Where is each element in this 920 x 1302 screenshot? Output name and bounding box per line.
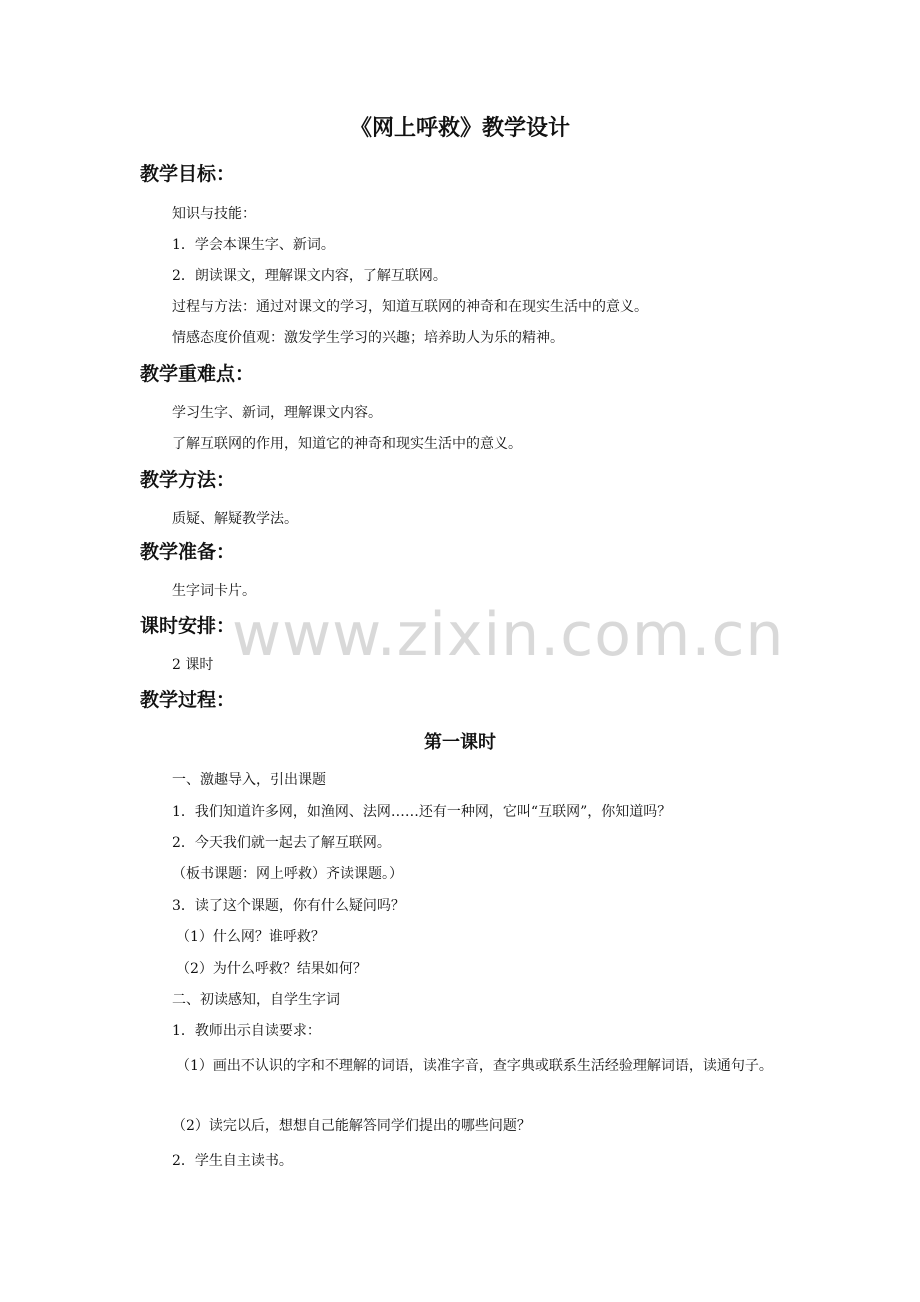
- paragraph: （1）什么网？谁呼救？: [176, 929, 325, 945]
- paragraph: 一、激趣导入，引出课题: [172, 772, 326, 788]
- paragraph: 1．教师出示自读要求：: [172, 1023, 321, 1039]
- paragraph: 了解互联网的作用，知道它的神奇和现实生活中的意义。: [172, 436, 522, 452]
- paragraph: 过程与方法：通过对课文的学习，知道互联网的神奇和在现实生活中的意义。: [172, 299, 648, 315]
- paragraph: 3．读了这个课题，你有什么疑问吗？: [172, 898, 405, 914]
- paragraph: 二、初读感知，自学生字词: [172, 992, 340, 1008]
- section-heading-goals: 教学目标：: [140, 163, 236, 185]
- section-heading-methods: 教学方法：: [140, 469, 236, 491]
- paragraph: （板书课题：网上呼救）齐读课题。）: [172, 866, 403, 882]
- section-heading-process: 教学过程：: [140, 689, 236, 711]
- paragraph: 1．我们知道许多网，如渔网、法网……还有一种网，它叫“互联网”，你知道吗？: [172, 804, 672, 820]
- paragraph: 知识与技能：: [172, 206, 256, 222]
- section-heading-preparation: 教学准备：: [140, 541, 236, 563]
- section-heading-key-points: 教学重难点：: [140, 363, 255, 385]
- paragraph: 2．今天我们就一起去了解互联网。: [172, 835, 391, 851]
- paragraph: 1．学会本课生字、新词。: [172, 237, 335, 253]
- paragraph: 生字词卡片。: [172, 583, 256, 599]
- section-heading-schedule: 课时安排：: [140, 615, 236, 637]
- paragraph: 2 课时: [172, 657, 214, 673]
- document-title: 《网上呼救》教学设计: [349, 116, 570, 141]
- paragraph: （1）画出不认识的字和不理解的词语，读准字音，查字典或联系生活经验理解词语，读通句子。: [176, 1058, 773, 1074]
- paragraph: 2．朗读课文，理解课文内容，了解互联网。: [172, 268, 447, 284]
- paragraph: （2）为什么呼救？结果如何？: [176, 961, 367, 977]
- paragraph: 学习生字、新词，理解课文内容。: [172, 405, 382, 421]
- lesson-title: 第一课时: [424, 732, 496, 753]
- paragraph: （2）读完以后，想想自己能解答同学们提出的哪些问题？: [172, 1118, 531, 1134]
- paragraph: 情感态度价值观：激发学生学习的兴趣；培养助人为乐的精神。: [172, 330, 564, 346]
- watermark: www.zixin.com.cn: [232, 600, 785, 670]
- paragraph: 2．学生自主读书。: [172, 1153, 293, 1169]
- paragraph: 质疑、解疑教学法。: [172, 511, 298, 527]
